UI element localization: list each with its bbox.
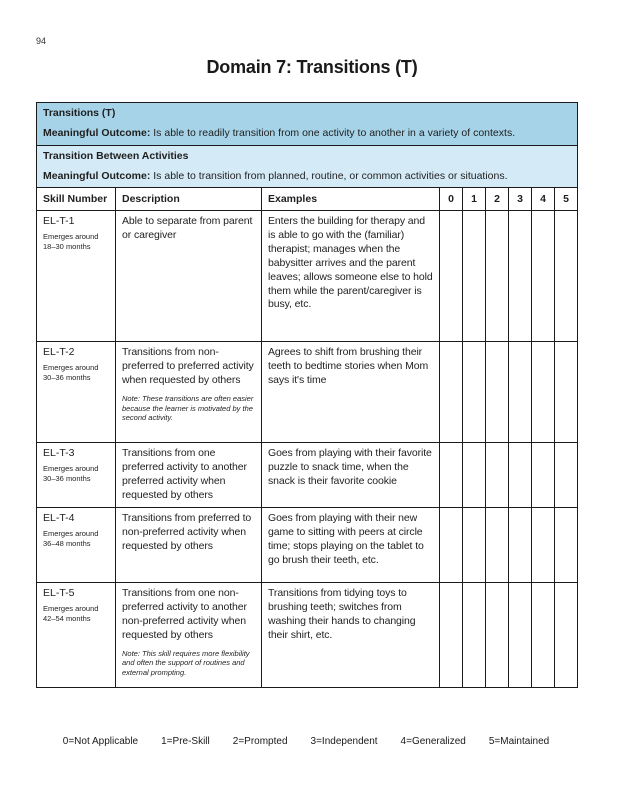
section-header-band [37, 145, 578, 188]
col-header-description: Description [116, 188, 262, 211]
domain-header-band [37, 103, 578, 146]
examples-cell [262, 342, 440, 443]
rating-cell [440, 342, 463, 443]
legend-item: 1=Pre-Skill [161, 736, 210, 748]
col-header-skill-number: Skill Number [37, 188, 116, 211]
legend-item: 3=Independent [310, 736, 378, 748]
skill-id: EL-T-3 [43, 447, 75, 460]
description-note: Note: These transitions are often easier because the learner is motivated by the second activity. [122, 393, 254, 423]
description-cell [116, 342, 262, 443]
skill-id: EL-T-1 [43, 215, 75, 228]
rating-header-2: 2 [486, 188, 509, 211]
emerges-label: Emerges around 30–36 months [43, 463, 99, 483]
legend-item: 4=Generalized [400, 736, 466, 748]
emerges-label: Emerges around 42–54 months [43, 603, 99, 623]
rating-cell [555, 211, 578, 342]
rating-cell [555, 583, 578, 688]
domain-outcome-label: Meaningful Outcome: [43, 127, 151, 139]
rating-cell [532, 583, 555, 688]
rating-header-5: 5 [555, 188, 578, 211]
table-row [37, 508, 578, 583]
rating-cell [509, 443, 532, 508]
skill-id: EL-T-5 [43, 587, 75, 600]
description-cell [116, 583, 262, 688]
table-row [37, 211, 578, 342]
description-text: Transitions from one preferred activity to another preferred activity when requested by others [122, 447, 247, 501]
emerges-label: Emerges around 36–48 months [43, 528, 99, 548]
rating-header-4: 4 [532, 188, 555, 211]
examples-text: Goes from playing with their favorite puzzle to snack time, when the snack is their favorite cookie [268, 447, 432, 487]
rating-cell [486, 583, 509, 688]
rating-cell [440, 583, 463, 688]
rating-cell [486, 211, 509, 342]
emerges-label: Emerges around 18–30 months [43, 231, 99, 251]
rating-cell [509, 211, 532, 342]
skill-id: EL-T-4 [43, 512, 75, 525]
rating-header-3: 3 [509, 188, 532, 211]
examples-text: Transitions from tidying toys to brushing teeth; switches from washing their hands to changing their shirt, etc. [268, 587, 416, 641]
skill-number-cell [37, 508, 116, 583]
rating-cell [440, 211, 463, 342]
skill-number-cell [37, 342, 116, 443]
description-text: Transitions from preferred to non-preferred activity when requested by others [122, 512, 252, 552]
rating-cell [532, 443, 555, 508]
description-text: Transitions from one non-preferred activity to another non-preferred activity when requested by others [122, 587, 247, 641]
skill-number-cell [37, 583, 116, 688]
examples-cell [262, 211, 440, 342]
legend-item: 0=Not Applicable [62, 736, 139, 748]
examples-cell [262, 583, 440, 688]
skill-number-cell [37, 443, 116, 508]
page-title: Domain 7: Transitions (T) [206, 57, 418, 77]
description-text: Transitions from non-preferred to preferred activity when requested by others [122, 346, 254, 386]
rating-legend [36, 736, 576, 747]
section-outcome-text: Is able to transition from planned, routine, or common activities or situations. [153, 169, 508, 182]
rating-cell [486, 342, 509, 443]
description-cell [116, 443, 262, 508]
rating-cell [486, 508, 509, 583]
table-row [37, 342, 578, 443]
rating-cell [509, 342, 532, 443]
section-band-title: Transition Between Activities [43, 149, 189, 162]
rating-cell [440, 508, 463, 583]
rating-cell [555, 508, 578, 583]
table-row [37, 443, 578, 508]
rating-cell [555, 342, 578, 443]
examples-text: Goes from playing with their new game to sitting with peers at circle time; stops playing on the tablet to go brush their teeth, etc. [268, 512, 424, 566]
col-header-examples: Examples [262, 188, 440, 211]
page-number: 94 [36, 36, 47, 46]
table-header-row [37, 188, 578, 211]
description-text: Able to separate from parent or caregiver [122, 215, 253, 242]
examples-cell [262, 508, 440, 583]
description-note: Note: This skill requires more flexibility and often the support of routines and external prompting. [122, 648, 250, 678]
rating-cell [532, 211, 555, 342]
rating-cell [463, 211, 486, 342]
skills-table [36, 102, 578, 688]
rating-cell [555, 443, 578, 508]
domain-band-title: Transitions (T) [43, 107, 116, 119]
domain-outcome-text: Is able to readily transition from one activity to another in a variety of contexts. [153, 127, 516, 139]
skill-number-cell [37, 211, 116, 342]
examples-cell [262, 443, 440, 508]
rating-cell [463, 583, 486, 688]
rating-cell [509, 583, 532, 688]
description-cell [116, 211, 262, 342]
table-row [37, 583, 578, 688]
rating-cell [532, 508, 555, 583]
rating-header-1: 1 [463, 188, 486, 211]
rating-cell [509, 508, 532, 583]
legend-item: 2=Prompted [232, 736, 288, 748]
examples-text: Enters the building for therapy and is able to go with the (familiar) therapist; manages when the babysitter arrives and the parent leaves; allows someone else to hold them while the parent/caregiver is busy, etc. [268, 215, 433, 311]
rating-cell [463, 443, 486, 508]
legend-item: 5=Maintained [488, 736, 550, 748]
description-cell [116, 508, 262, 583]
rating-cell [463, 508, 486, 583]
rating-cell [440, 443, 463, 508]
rating-cell [486, 443, 509, 508]
skill-id: EL-T-2 [43, 346, 75, 359]
section-outcome-label: Meaningful Outcome: [43, 169, 151, 182]
emerges-label: Emerges around 30–36 months [43, 362, 99, 382]
examples-text: Agrees to shift from brushing their teeth to bedtime stories when Mom says it's time [268, 346, 429, 386]
rating-header-0: 0 [440, 188, 463, 211]
rating-cell [463, 342, 486, 443]
rating-cell [532, 342, 555, 443]
